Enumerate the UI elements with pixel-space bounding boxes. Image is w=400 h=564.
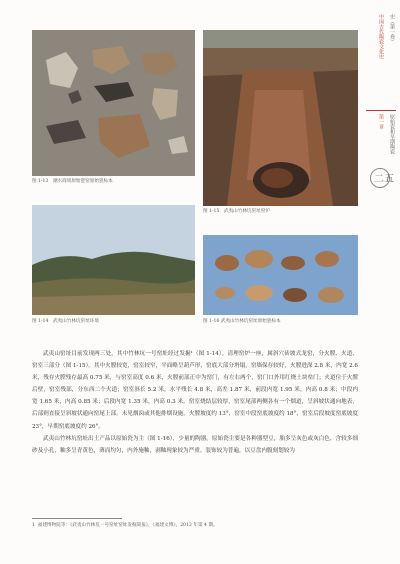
chapter-label: 第一章 [378, 114, 384, 129]
specimens-illustration [203, 235, 358, 315]
figure-1-13-caption: 图 1-13 潮水商周原始瓷窑原始瓷标本 [32, 179, 113, 184]
figure-1-16-caption: 图 1-16 武夷山竹林坑窑址原始瓷标本 [203, 319, 281, 324]
body-paragraph: 武夷山窑址目前发现两三处，其中竹林坑一号窑址经过发掘¹（图 1-14）。清理窑炉一座，属斜穴砖坡式龙窑，分火膛、火道、窑室三部分（图 1-15）。其中火膛较宽，窑室较窄，平面略呈葫芦形，窑底大部分坍塌，窑墙保存较好，火膛进深 2.8 米，内宽 2.6 米，残存火膛残存最高 0.75 米，与窑室高度 0.6 米，火膛前部正中为窑门，有左右两个，窑门口外用红烧土块垒门；火道位于火膛后壁，窑室残部，分东西二个火道；窑室斜长 5.2 米，水平残长 4.8 米，高差 1.87 米，前段内宽 1.95 米，内高 0.8 米；中段内宽 1.65 米，内高 0.85 米；后段内宽 1.35 米，内高 0.3 米。窑室烧结层较厚，窑室尾部两侧各有一个烟道，呈斜坡状通向地表，后部则直接呈斜坡状通向窑尾上部。未见烟囱或其他排烟设施。火膛坡度约 13°，窑室中段窑底坡度约 18°，窑室后段坡度窑底坡度 23°，早期窑底坡度约 26°。 [32, 351, 358, 430]
footnote-rule [32, 518, 122, 519]
footnote [32, 522, 358, 528]
figure-1-13-photo [32, 30, 195, 176]
figure-1-14-caption: 图 1-14 武夷山竹林坑窑址环境 [32, 319, 99, 324]
body-text [32, 348, 358, 457]
landscape-illustration [32, 205, 195, 315]
body-paragraph: 武夷山竹林坑窑址出土产品以原始瓷为主（图 1-16），少量的陶器。原始瓷主要是各种器型豆，胎多呈灰色或灰白色，含较多细砂及小孔，釉多呈青黄色，薄而均匀，内外施釉，剥釉现象较为严重。装饰较为普遍，以豆盘内腹刻划较为 [32, 435, 358, 454]
figure-1-15-photo [203, 30, 358, 206]
footnote-label: 1 [32, 523, 35, 528]
series-title: 中国古代陶瓷文化史 [378, 14, 384, 59]
kiln-illustration [203, 30, 358, 206]
sherds-illustration [32, 30, 195, 176]
figure-1-14-photo [32, 205, 195, 315]
page-number: 二五 [374, 174, 394, 185]
figure-1-16-photo [203, 235, 358, 315]
footnote-text: 福建博物院等：《武夷山竹林坑一号窑址窑址发掘简报》，《福建文博》，2012 年第 4 期。 [37, 523, 218, 528]
figure-1-15-caption: 图 1-15 武夷山竹林坑窑址窑炉 [203, 209, 270, 214]
section-label: 原始瓷和早期陶瓷 [389, 114, 395, 154]
header-rule [366, 110, 396, 111]
series-subtitle: 史（第一卷） [389, 14, 395, 44]
